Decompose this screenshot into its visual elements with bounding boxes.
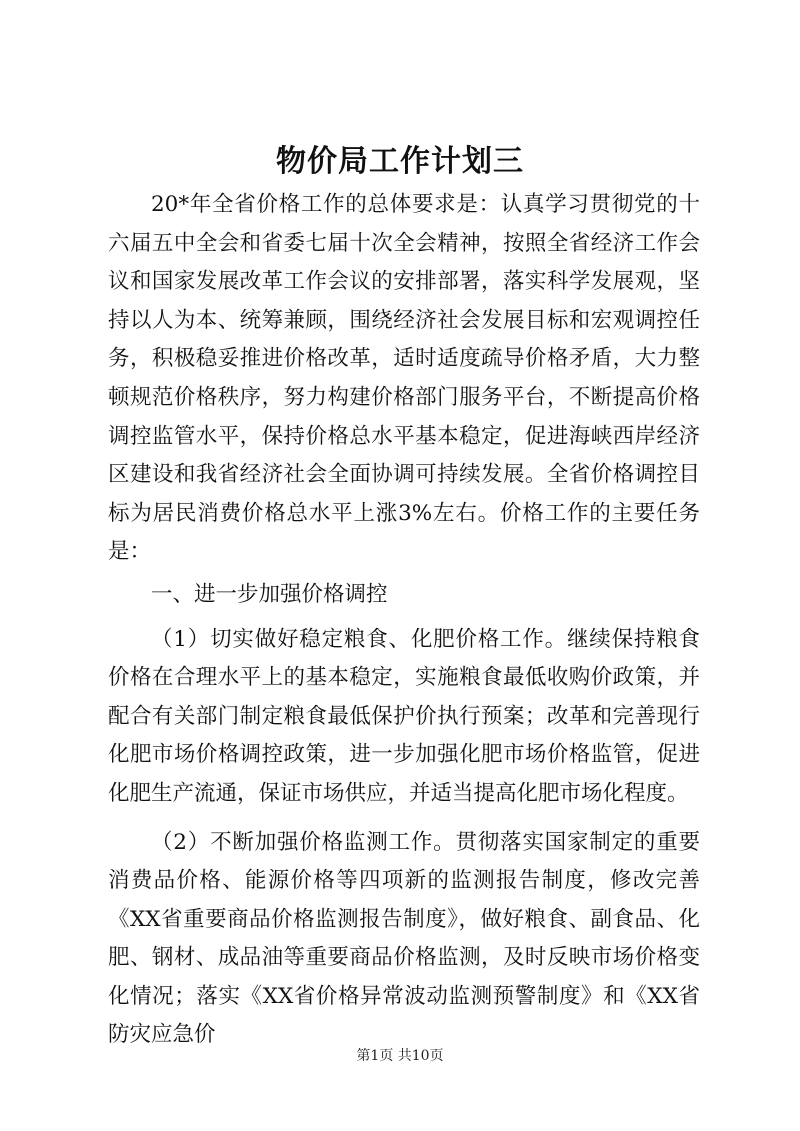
section-heading-1: 一、进一步加强价格调控: [151, 581, 388, 607]
page-number-footer: 第1页 共10页: [356, 1048, 444, 1064]
document-body: [108, 186, 700, 1055]
document-title: 物价局工作计划三: [276, 144, 524, 179]
paragraph-item-2: （2）不断加强价格监测工作。贯彻落实国家制定的重要消费品价格、能源价格等四项新的监测报告制度，修改完善《XX省重要商品价格监测报告制度》，做好粮食、副食品、化肥、钢材、成品油等重要商品价格监测，及时反映市场价格变化情况；落实《XX省价格异常波动监测预警制度》和《XX省防灾应急价: [108, 829, 700, 1048]
paragraph-item-1: （1）切实做好稳定粮食、化肥价格工作。继续保持粮食价格在合理水平上的基本稳定，实施粮食最低收购价政策，并配合有关部门制定粮食最低保护价执行预案；改革和完善现行化肥市场价格调控政策，进一步加强化肥市场价格监管，促进化肥生产流通，保证市场供应，并适当提高化肥市场化程度。: [108, 626, 700, 806]
paragraph-intro: 20*年全省价格工作的总体要求是：认真学习贯彻党的十六届五中全会和省委七届十次全会精神，按照全省经济工作会议和国家发展改革工作会议的安排部署，落实科学发展观，坚持以人为本、统筹兼顾，围绕经济社会发展目标和宏观调控任务，积极稳妥推进价格改革，适时适度疏导价格矛盾，大力整顿规范价格秩序，努力构建价格部门服务平台，不断提高价格调控监管水平，保持价格总水平基本稳定，促进海峡西岸经济区建设和我省经济社会全面协调可持续发展。全省价格调控目标为居民消费价格总水平上涨3%左右。价格工作的主要任务是：: [108, 192, 700, 565]
